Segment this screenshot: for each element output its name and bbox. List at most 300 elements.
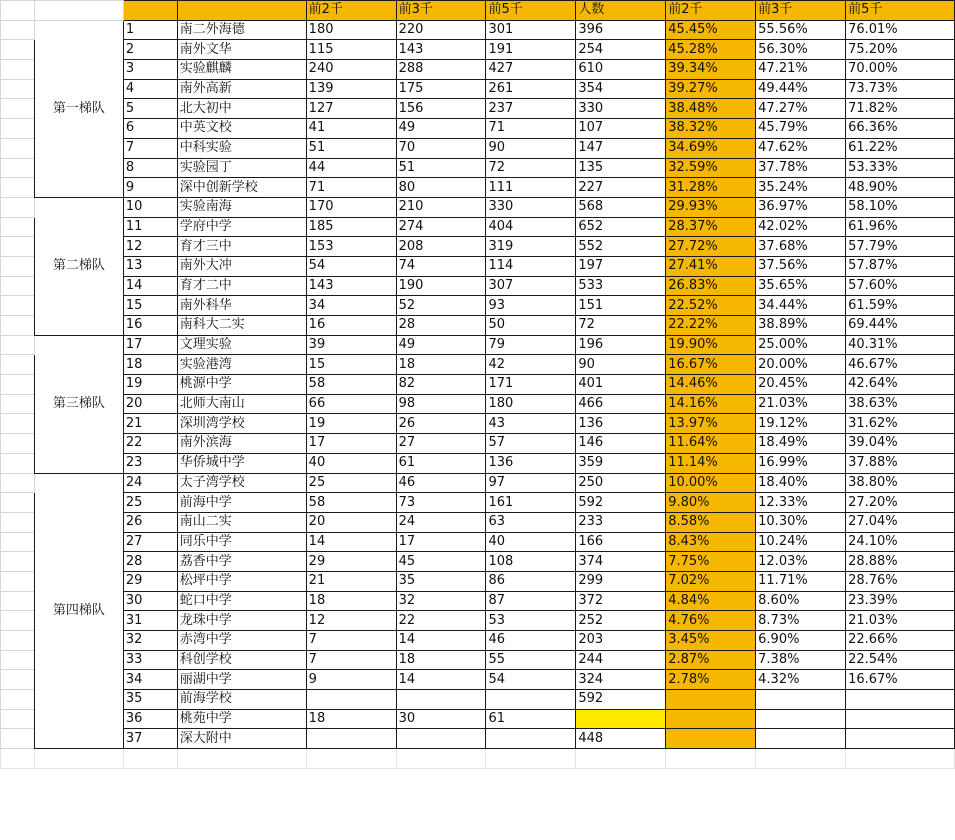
cell-pct5k[interactable]: 73.73% xyxy=(846,79,955,99)
cell-pct3k[interactable]: 56.30% xyxy=(756,40,846,60)
cell-pct2k[interactable]: 11.64% xyxy=(666,434,756,454)
cell-pct2k[interactable]: 10.00% xyxy=(666,473,756,493)
cell-top2k[interactable]: 19 xyxy=(306,414,396,434)
cell-pct5k[interactable]: 46.67% xyxy=(846,355,955,375)
cell-no[interactable]: 14 xyxy=(123,276,177,296)
cell-total[interactable]: 107 xyxy=(576,119,666,139)
cell-pct3k[interactable]: 37.78% xyxy=(756,158,846,178)
row-gutter-cell[interactable] xyxy=(1,394,35,414)
cell-top2k[interactable]: 7 xyxy=(306,631,396,651)
cell-pct5k[interactable]: 23.39% xyxy=(846,591,955,611)
header-cell-top5k[interactable]: 前5千 xyxy=(486,1,576,21)
cell-pct5k[interactable]: 76.01% xyxy=(846,20,955,40)
cell-pct5k[interactable]: 39.04% xyxy=(846,434,955,454)
cell-total[interactable]: 244 xyxy=(576,650,666,670)
row-gutter-cell[interactable] xyxy=(1,276,35,296)
cell-pct5k[interactable]: 27.20% xyxy=(846,493,955,513)
cell-total[interactable]: 90 xyxy=(576,355,666,375)
cell-top3k[interactable]: 61 xyxy=(396,453,486,473)
cell-top3k[interactable]: 49 xyxy=(396,119,486,139)
row-gutter-cell[interactable] xyxy=(1,138,35,158)
cell-school[interactable]: 南外科华 xyxy=(177,296,306,316)
cell-pct5k[interactable]: 66.36% xyxy=(846,119,955,139)
cell-school[interactable]: 南外文华 xyxy=(177,40,306,60)
cell-school[interactable]: 实验园丁 xyxy=(177,158,306,178)
cell-top2k[interactable]: 25 xyxy=(306,473,396,493)
row-gutter-cell[interactable] xyxy=(1,591,35,611)
cell-school[interactable]: 荔香中学 xyxy=(177,552,306,572)
cell-pct3k[interactable]: 6.90% xyxy=(756,631,846,651)
cell-top2k[interactable]: 71 xyxy=(306,178,396,198)
cell-pct2k[interactable]: 26.83% xyxy=(666,276,756,296)
cell-pct5k[interactable]: 22.66% xyxy=(846,631,955,651)
cell-pct3k[interactable]: 55.56% xyxy=(756,20,846,40)
cell-top3k[interactable]: 49 xyxy=(396,335,486,355)
cell-pct2k[interactable]: 11.14% xyxy=(666,453,756,473)
cell-school[interactable]: 太子湾学校 xyxy=(177,473,306,493)
cell-top2k[interactable]: 15 xyxy=(306,355,396,375)
cell-pct5k[interactable]: 21.03% xyxy=(846,611,955,631)
cell-top5k[interactable]: 50 xyxy=(486,316,576,336)
cell-top5k[interactable]: 111 xyxy=(486,178,576,198)
row-gutter-cell[interactable] xyxy=(1,256,35,276)
cell-pct2k[interactable] xyxy=(666,729,756,749)
cell-school[interactable]: 实验麒麟 xyxy=(177,60,306,80)
cell-top2k[interactable]: 170 xyxy=(306,197,396,217)
cell-pct5k[interactable]: 24.10% xyxy=(846,532,955,552)
cell-top3k[interactable]: 74 xyxy=(396,256,486,276)
cell-school[interactable]: 桃苑中学 xyxy=(177,709,306,729)
empty-cell[interactable] xyxy=(123,749,177,769)
row-gutter-cell[interactable] xyxy=(1,1,35,21)
cell-no[interactable]: 34 xyxy=(123,670,177,690)
cell-school[interactable]: 赤湾中学 xyxy=(177,631,306,651)
cell-top3k[interactable] xyxy=(396,729,486,749)
cell-top5k[interactable]: 55 xyxy=(486,650,576,670)
cell-total[interactable]: 372 xyxy=(576,591,666,611)
row-gutter-cell[interactable] xyxy=(1,631,35,651)
cell-no[interactable]: 13 xyxy=(123,256,177,276)
cell-no[interactable]: 12 xyxy=(123,237,177,257)
header-cell-top2k[interactable]: 前2千 xyxy=(306,1,396,21)
row-gutter-cell[interactable] xyxy=(1,237,35,257)
cell-top2k[interactable]: 14 xyxy=(306,532,396,552)
cell-total[interactable]: 568 xyxy=(576,197,666,217)
cell-top2k[interactable]: 240 xyxy=(306,60,396,80)
row-gutter-cell[interactable] xyxy=(1,611,35,631)
cell-total[interactable]: 197 xyxy=(576,256,666,276)
cell-no[interactable]: 29 xyxy=(123,571,177,591)
row-gutter-cell[interactable] xyxy=(1,335,35,355)
cell-top2k[interactable]: 41 xyxy=(306,119,396,139)
cell-top3k[interactable]: 70 xyxy=(396,138,486,158)
cell-school[interactable]: 中科实验 xyxy=(177,138,306,158)
cell-school[interactable]: 实验港湾 xyxy=(177,355,306,375)
cell-total[interactable]: 324 xyxy=(576,670,666,690)
cell-total[interactable]: 135 xyxy=(576,158,666,178)
cell-top2k[interactable] xyxy=(306,729,396,749)
cell-school[interactable]: 华侨城中学 xyxy=(177,453,306,473)
cell-top5k[interactable]: 57 xyxy=(486,434,576,454)
cell-no[interactable]: 20 xyxy=(123,394,177,414)
cell-no[interactable]: 15 xyxy=(123,296,177,316)
cell-top5k[interactable]: 40 xyxy=(486,532,576,552)
cell-pct3k[interactable] xyxy=(756,709,846,729)
cell-pct3k[interactable]: 20.45% xyxy=(756,375,846,395)
cell-top2k[interactable]: 16 xyxy=(306,316,396,336)
cell-top2k[interactable]: 66 xyxy=(306,394,396,414)
cell-top2k[interactable]: 139 xyxy=(306,79,396,99)
row-gutter-cell[interactable] xyxy=(1,670,35,690)
cell-school[interactable]: 南外高新 xyxy=(177,79,306,99)
cell-pct3k[interactable] xyxy=(756,690,846,710)
cell-top2k[interactable]: 39 xyxy=(306,335,396,355)
row-gutter-cell[interactable] xyxy=(1,414,35,434)
cell-top2k[interactable]: 51 xyxy=(306,138,396,158)
cell-no[interactable]: 23 xyxy=(123,453,177,473)
cell-top3k[interactable]: 274 xyxy=(396,217,486,237)
cell-pct3k[interactable]: 35.24% xyxy=(756,178,846,198)
cell-top3k[interactable]: 288 xyxy=(396,60,486,80)
cell-school[interactable]: 丽湖中学 xyxy=(177,670,306,690)
header-cell-total[interactable]: 人数 xyxy=(576,1,666,21)
cell-top5k[interactable]: 43 xyxy=(486,414,576,434)
cell-pct3k[interactable] xyxy=(756,729,846,749)
cell-top5k[interactable]: 61 xyxy=(486,709,576,729)
row-gutter-cell[interactable] xyxy=(1,158,35,178)
cell-school[interactable]: 中英文校 xyxy=(177,119,306,139)
cell-pct2k[interactable]: 29.93% xyxy=(666,197,756,217)
row-gutter-cell[interactable] xyxy=(1,197,35,217)
cell-pct2k[interactable]: 13.97% xyxy=(666,414,756,434)
cell-pct5k[interactable]: 71.82% xyxy=(846,99,955,119)
cell-total[interactable]: 146 xyxy=(576,434,666,454)
cell-no[interactable]: 35 xyxy=(123,690,177,710)
cell-pct5k[interactable]: 38.80% xyxy=(846,473,955,493)
cell-top3k[interactable]: 190 xyxy=(396,276,486,296)
row-gutter-cell[interactable] xyxy=(1,20,35,40)
cell-total[interactable]: 147 xyxy=(576,138,666,158)
cell-pct2k[interactable]: 38.32% xyxy=(666,119,756,139)
cell-total[interactable]: 354 xyxy=(576,79,666,99)
cell-top3k[interactable]: 220 xyxy=(396,20,486,40)
cell-pct5k[interactable]: 31.62% xyxy=(846,414,955,434)
row-gutter-cell[interactable] xyxy=(1,355,35,375)
cell-no[interactable]: 37 xyxy=(123,729,177,749)
row-gutter-cell[interactable] xyxy=(1,178,35,198)
row-gutter-cell[interactable] xyxy=(1,60,35,80)
cell-top2k[interactable]: 12 xyxy=(306,611,396,631)
row-gutter-cell[interactable] xyxy=(1,473,35,493)
cell-top3k[interactable]: 30 xyxy=(396,709,486,729)
cell-pct3k[interactable]: 4.32% xyxy=(756,670,846,690)
cell-top2k[interactable]: 18 xyxy=(306,709,396,729)
tier-label-cell[interactable]: 第四梯队 xyxy=(34,473,123,749)
cell-no[interactable]: 8 xyxy=(123,158,177,178)
cell-top3k[interactable]: 18 xyxy=(396,355,486,375)
cell-top2k[interactable]: 54 xyxy=(306,256,396,276)
cell-top3k[interactable]: 80 xyxy=(396,178,486,198)
cell-pct3k[interactable]: 8.60% xyxy=(756,591,846,611)
cell-no[interactable]: 3 xyxy=(123,60,177,80)
cell-total[interactable]: 359 xyxy=(576,453,666,473)
cell-pct3k[interactable]: 19.12% xyxy=(756,414,846,434)
cell-top3k[interactable]: 210 xyxy=(396,197,486,217)
cell-no[interactable]: 22 xyxy=(123,434,177,454)
cell-top5k[interactable]: 427 xyxy=(486,60,576,80)
cell-total[interactable] xyxy=(576,709,666,729)
empty-cell[interactable] xyxy=(666,749,756,769)
cell-top5k[interactable]: 54 xyxy=(486,670,576,690)
header-cell-tier[interactable] xyxy=(34,1,123,21)
row-gutter-cell[interactable] xyxy=(1,99,35,119)
row-gutter-cell[interactable] xyxy=(1,571,35,591)
cell-pct3k[interactable]: 7.38% xyxy=(756,650,846,670)
cell-top3k[interactable]: 208 xyxy=(396,237,486,257)
cell-top5k[interactable]: 93 xyxy=(486,296,576,316)
cell-pct3k[interactable]: 47.62% xyxy=(756,138,846,158)
cell-pct5k[interactable]: 61.22% xyxy=(846,138,955,158)
cell-school[interactable]: 实验南海 xyxy=(177,197,306,217)
cell-pct2k[interactable]: 39.34% xyxy=(666,60,756,80)
cell-pct5k[interactable]: 69.44% xyxy=(846,316,955,336)
cell-pct3k[interactable]: 49.44% xyxy=(756,79,846,99)
cell-top5k[interactable]: 404 xyxy=(486,217,576,237)
cell-no[interactable]: 16 xyxy=(123,316,177,336)
cell-no[interactable]: 32 xyxy=(123,631,177,651)
empty-cell[interactable] xyxy=(177,749,306,769)
cell-top2k[interactable]: 29 xyxy=(306,552,396,572)
row-gutter-cell[interactable] xyxy=(1,650,35,670)
cell-school[interactable]: 北大初中 xyxy=(177,99,306,119)
cell-top5k[interactable]: 136 xyxy=(486,453,576,473)
cell-total[interactable]: 652 xyxy=(576,217,666,237)
cell-pct5k[interactable]: 57.79% xyxy=(846,237,955,257)
cell-total[interactable]: 72 xyxy=(576,316,666,336)
cell-top2k[interactable]: 127 xyxy=(306,99,396,119)
cell-top2k[interactable]: 44 xyxy=(306,158,396,178)
cell-pct5k[interactable]: 75.20% xyxy=(846,40,955,60)
cell-pct5k[interactable]: 38.63% xyxy=(846,394,955,414)
row-gutter-cell[interactable] xyxy=(1,40,35,60)
header-cell-no[interactable] xyxy=(123,1,177,21)
cell-pct3k[interactable]: 35.65% xyxy=(756,276,846,296)
cell-pct2k[interactable]: 2.78% xyxy=(666,670,756,690)
header-cell-pct3k[interactable]: 前3千 xyxy=(756,1,846,21)
cell-school[interactable]: 前海中学 xyxy=(177,493,306,513)
cell-pct5k[interactable]: 28.88% xyxy=(846,552,955,572)
cell-pct2k[interactable]: 22.52% xyxy=(666,296,756,316)
cell-pct3k[interactable]: 37.68% xyxy=(756,237,846,257)
cell-total[interactable]: 166 xyxy=(576,532,666,552)
cell-top2k[interactable]: 21 xyxy=(306,571,396,591)
cell-no[interactable]: 21 xyxy=(123,414,177,434)
cell-top3k[interactable]: 35 xyxy=(396,571,486,591)
cell-top3k[interactable] xyxy=(396,690,486,710)
cell-top3k[interactable]: 28 xyxy=(396,316,486,336)
cell-pct2k[interactable]: 3.45% xyxy=(666,631,756,651)
cell-top5k[interactable]: 171 xyxy=(486,375,576,395)
cell-school[interactable]: 南外大冲 xyxy=(177,256,306,276)
tier-label-cell[interactable]: 第三梯队 xyxy=(34,335,123,473)
empty-cell[interactable] xyxy=(756,749,846,769)
cell-no[interactable]: 4 xyxy=(123,79,177,99)
cell-no[interactable]: 11 xyxy=(123,217,177,237)
cell-pct2k[interactable] xyxy=(666,709,756,729)
cell-pct2k[interactable] xyxy=(666,690,756,710)
cell-school[interactable]: 北师大南山 xyxy=(177,394,306,414)
cell-no[interactable]: 31 xyxy=(123,611,177,631)
cell-school[interactable]: 南外滨海 xyxy=(177,434,306,454)
cell-total[interactable]: 151 xyxy=(576,296,666,316)
cell-total[interactable]: 466 xyxy=(576,394,666,414)
cell-total[interactable]: 254 xyxy=(576,40,666,60)
tier-label-cell[interactable]: 第二梯队 xyxy=(34,197,123,335)
cell-pct5k[interactable] xyxy=(846,729,955,749)
cell-pct2k[interactable]: 2.87% xyxy=(666,650,756,670)
cell-top5k[interactable]: 191 xyxy=(486,40,576,60)
cell-pct2k[interactable]: 4.76% xyxy=(666,611,756,631)
cell-pct2k[interactable]: 45.28% xyxy=(666,40,756,60)
cell-pct3k[interactable]: 21.03% xyxy=(756,394,846,414)
cell-top5k[interactable]: 161 xyxy=(486,493,576,513)
cell-no[interactable]: 24 xyxy=(123,473,177,493)
empty-cell[interactable] xyxy=(576,749,666,769)
cell-top5k[interactable]: 90 xyxy=(486,138,576,158)
row-gutter-cell[interactable] xyxy=(1,296,35,316)
cell-no[interactable]: 18 xyxy=(123,355,177,375)
cell-total[interactable]: 233 xyxy=(576,512,666,532)
cell-top2k[interactable]: 17 xyxy=(306,434,396,454)
row-gutter-cell[interactable] xyxy=(1,709,35,729)
cell-pct5k[interactable]: 70.00% xyxy=(846,60,955,80)
cell-top2k[interactable]: 7 xyxy=(306,650,396,670)
cell-pct2k[interactable]: 7.75% xyxy=(666,552,756,572)
cell-pct2k[interactable]: 39.27% xyxy=(666,79,756,99)
cell-pct3k[interactable]: 18.40% xyxy=(756,473,846,493)
row-gutter-cell[interactable] xyxy=(1,434,35,454)
cell-no[interactable]: 25 xyxy=(123,493,177,513)
row-gutter-cell[interactable] xyxy=(1,217,35,237)
empty-cell[interactable] xyxy=(486,749,576,769)
cell-pct3k[interactable]: 47.27% xyxy=(756,99,846,119)
cell-total[interactable]: 592 xyxy=(576,493,666,513)
cell-pct5k[interactable]: 16.67% xyxy=(846,670,955,690)
cell-top5k[interactable]: 97 xyxy=(486,473,576,493)
cell-top5k[interactable]: 46 xyxy=(486,631,576,651)
cell-pct3k[interactable]: 37.56% xyxy=(756,256,846,276)
cell-pct3k[interactable]: 12.33% xyxy=(756,493,846,513)
cell-top3k[interactable]: 175 xyxy=(396,79,486,99)
cell-no[interactable]: 10 xyxy=(123,197,177,217)
cell-pct2k[interactable]: 7.02% xyxy=(666,571,756,591)
cell-school[interactable]: 文理实验 xyxy=(177,335,306,355)
cell-pct5k[interactable]: 61.96% xyxy=(846,217,955,237)
cell-top5k[interactable]: 53 xyxy=(486,611,576,631)
cell-no[interactable]: 19 xyxy=(123,375,177,395)
cell-total[interactable]: 250 xyxy=(576,473,666,493)
cell-school[interactable]: 南二外海德 xyxy=(177,20,306,40)
cell-pct2k[interactable]: 34.69% xyxy=(666,138,756,158)
cell-top3k[interactable]: 73 xyxy=(396,493,486,513)
tier-label-cell[interactable]: 第一梯队 xyxy=(34,20,123,197)
cell-top5k[interactable]: 42 xyxy=(486,355,576,375)
row-gutter-cell[interactable] xyxy=(1,690,35,710)
cell-top3k[interactable]: 14 xyxy=(396,670,486,690)
row-gutter-cell[interactable] xyxy=(1,532,35,552)
cell-school[interactable]: 育才二中 xyxy=(177,276,306,296)
row-gutter-cell[interactable] xyxy=(1,453,35,473)
cell-top5k[interactable]: 319 xyxy=(486,237,576,257)
empty-cell[interactable] xyxy=(396,749,486,769)
cell-top2k[interactable]: 153 xyxy=(306,237,396,257)
cell-no[interactable]: 17 xyxy=(123,335,177,355)
cell-top2k[interactable]: 34 xyxy=(306,296,396,316)
cell-school[interactable]: 同乐中学 xyxy=(177,532,306,552)
cell-pct5k[interactable] xyxy=(846,709,955,729)
cell-school[interactable]: 深中创新学校 xyxy=(177,178,306,198)
cell-pct2k[interactable]: 27.72% xyxy=(666,237,756,257)
cell-total[interactable]: 448 xyxy=(576,729,666,749)
cell-pct5k[interactable]: 37.88% xyxy=(846,453,955,473)
cell-pct3k[interactable]: 8.73% xyxy=(756,611,846,631)
cell-pct2k[interactable]: 27.41% xyxy=(666,256,756,276)
cell-top3k[interactable]: 27 xyxy=(396,434,486,454)
cell-pct3k[interactable]: 16.99% xyxy=(756,453,846,473)
cell-school[interactable]: 深大附中 xyxy=(177,729,306,749)
cell-total[interactable]: 299 xyxy=(576,571,666,591)
cell-top2k[interactable]: 40 xyxy=(306,453,396,473)
cell-total[interactable]: 401 xyxy=(576,375,666,395)
cell-top5k[interactable]: 63 xyxy=(486,512,576,532)
cell-total[interactable]: 552 xyxy=(576,237,666,257)
cell-pct3k[interactable]: 11.71% xyxy=(756,571,846,591)
cell-top2k[interactable]: 20 xyxy=(306,512,396,532)
cell-no[interactable]: 7 xyxy=(123,138,177,158)
cell-no[interactable]: 30 xyxy=(123,591,177,611)
cell-total[interactable]: 227 xyxy=(576,178,666,198)
header-cell-top3k[interactable]: 前3千 xyxy=(396,1,486,21)
cell-pct3k[interactable]: 10.30% xyxy=(756,512,846,532)
cell-top3k[interactable]: 32 xyxy=(396,591,486,611)
row-gutter-cell[interactable] xyxy=(1,729,35,749)
cell-top3k[interactable]: 22 xyxy=(396,611,486,631)
cell-school[interactable]: 前海学校 xyxy=(177,690,306,710)
cell-pct2k[interactable]: 8.43% xyxy=(666,532,756,552)
cell-no[interactable]: 33 xyxy=(123,650,177,670)
cell-pct3k[interactable]: 38.89% xyxy=(756,316,846,336)
cell-top2k[interactable]: 180 xyxy=(306,20,396,40)
cell-pct5k[interactable]: 57.60% xyxy=(846,276,955,296)
cell-pct2k[interactable]: 28.37% xyxy=(666,217,756,237)
header-cell-school[interactable] xyxy=(177,1,306,21)
cell-pct5k[interactable]: 48.90% xyxy=(846,178,955,198)
empty-cell[interactable] xyxy=(34,749,123,769)
cell-top3k[interactable]: 45 xyxy=(396,552,486,572)
cell-pct2k[interactable]: 14.46% xyxy=(666,375,756,395)
cell-pct3k[interactable]: 10.24% xyxy=(756,532,846,552)
cell-top5k[interactable]: 72 xyxy=(486,158,576,178)
cell-pct5k[interactable]: 53.33% xyxy=(846,158,955,178)
cell-top3k[interactable]: 18 xyxy=(396,650,486,670)
cell-top2k[interactable]: 143 xyxy=(306,276,396,296)
cell-pct2k[interactable]: 31.28% xyxy=(666,178,756,198)
cell-top5k[interactable]: 108 xyxy=(486,552,576,572)
cell-no[interactable]: 2 xyxy=(123,40,177,60)
row-gutter-cell[interactable] xyxy=(1,316,35,336)
cell-pct2k[interactable]: 16.67% xyxy=(666,355,756,375)
cell-total[interactable]: 136 xyxy=(576,414,666,434)
